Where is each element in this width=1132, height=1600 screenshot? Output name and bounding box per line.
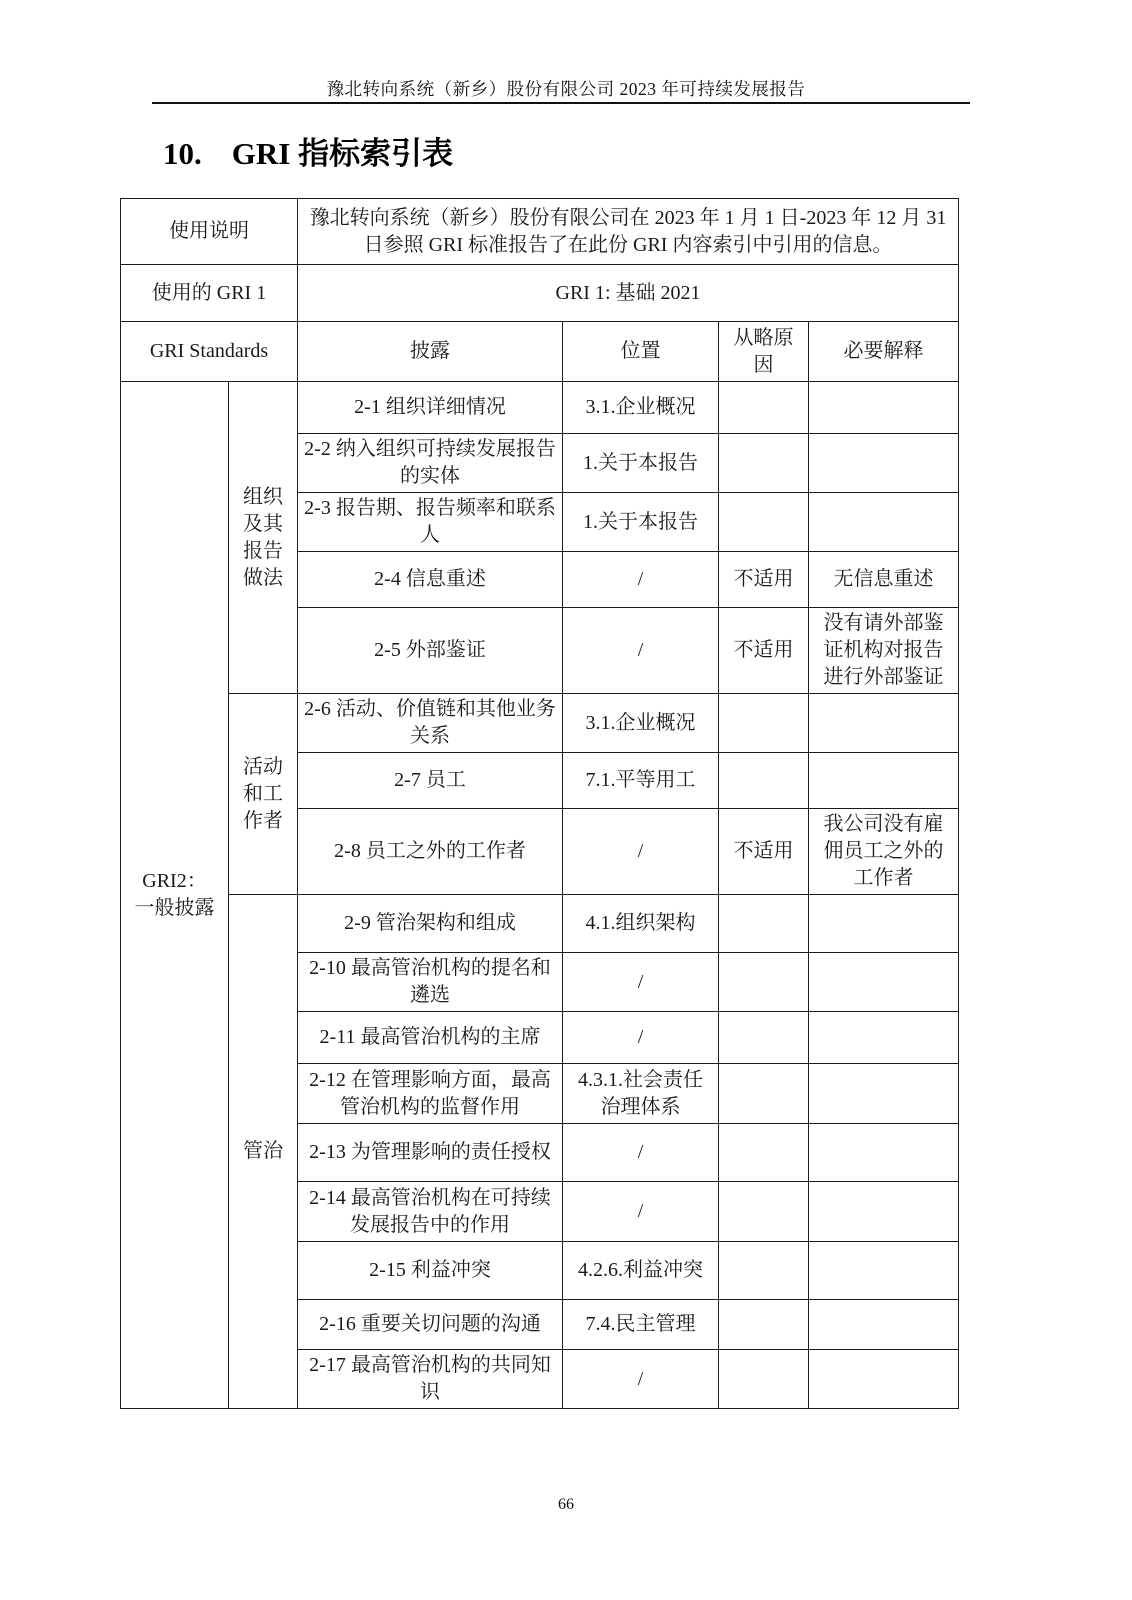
col-header-standards: GRI Standards xyxy=(121,322,298,382)
disclosure-cell: 2-2 纳入组织可持续发展报告的实体 xyxy=(298,434,563,493)
disclosure-cell: 2-16 重要关切问题的沟通 xyxy=(298,1300,563,1350)
omission-cell: 不适用 xyxy=(719,809,809,895)
section-number: 10. xyxy=(163,136,202,171)
disclosure-cell: 2-1 组织详细情况 xyxy=(298,382,563,434)
explanation-cell xyxy=(809,1012,959,1064)
explanation-cell xyxy=(809,953,959,1012)
omission-cell: 不适用 xyxy=(719,552,809,608)
col-header-omission xyxy=(719,322,809,382)
disclosure-cell: 2-13 为管理影响的责任授权 xyxy=(298,1124,563,1182)
omission-cell xyxy=(719,895,809,953)
omission-cell xyxy=(719,382,809,434)
group-label-cell xyxy=(121,382,229,1409)
omission-cell xyxy=(719,434,809,493)
omission-cell xyxy=(719,1242,809,1300)
section-label-cell xyxy=(229,895,298,1409)
explanation-cell xyxy=(809,694,959,753)
location-cell: 1.关于本报告 xyxy=(563,493,719,552)
disclosure-cell: 2-4 信息重述 xyxy=(298,552,563,608)
location-cell: 4.2.6.利益冲突 xyxy=(563,1242,719,1300)
location-cell: 4.1.组织架构 xyxy=(563,895,719,953)
explanation-cell xyxy=(809,1064,959,1124)
disclosure-cell: 2-15 利益冲突 xyxy=(298,1242,563,1300)
page-number: 66 xyxy=(558,1496,574,1513)
usage-note-row xyxy=(121,199,959,265)
omission-cell xyxy=(719,694,809,753)
disclosure-cell: 2-10 最高管治机构的提名和遴选 xyxy=(298,953,563,1012)
omission-cell xyxy=(719,753,809,809)
col-header-location: 位置 xyxy=(563,322,719,382)
col-header-omission-text: 从略原因 xyxy=(733,326,794,376)
explanation-cell xyxy=(809,493,959,552)
location-cell: 4.3.1.社会责任治理体系 xyxy=(563,1064,719,1124)
omission-cell xyxy=(719,1350,809,1409)
location-cell: 7.4.民主管理 xyxy=(563,1300,719,1350)
disclosure-cell: 2-9 管治架构和组成 xyxy=(298,895,563,953)
table-row xyxy=(121,382,959,434)
usage-note-label-cell: 使用说明 xyxy=(121,199,298,265)
header-divider xyxy=(152,102,970,104)
table-row xyxy=(121,895,959,953)
section-label-cell xyxy=(229,694,298,895)
explanation-cell xyxy=(809,1124,959,1182)
report-header-title: 豫北转向系统（新乡）股份有限公司 2023 年可持续发展报告 xyxy=(326,79,806,99)
explanation-cell: 我公司没有雇佣员工之外的工作者 xyxy=(809,809,959,895)
explanation-cell xyxy=(809,434,959,493)
explanation-cell xyxy=(809,1242,959,1300)
omission-cell xyxy=(719,953,809,1012)
location-cell: / xyxy=(563,1182,719,1242)
location-cell: / xyxy=(563,953,719,1012)
disclosure-cell: 2-6 活动、价值链和其他业务关系 xyxy=(298,694,563,753)
usage-note-text-cell: 豫北转向系统（新乡）股份有限公司在 2023 年 1 月 1 日-2023 年 12 月 31 日参照 GRI 标准报告了在此份 GRI 内容索引中引用的信息。 xyxy=(298,199,959,265)
explanation-cell: 无信息重述 xyxy=(809,552,959,608)
col-header-disclosure: 披露 xyxy=(298,322,563,382)
section-label-cell xyxy=(229,382,298,694)
explanation-cell xyxy=(809,895,959,953)
col-header-explanation: 必要解释 xyxy=(809,322,959,382)
location-cell: / xyxy=(563,608,719,694)
omission-cell xyxy=(719,1064,809,1124)
explanation-cell xyxy=(809,753,959,809)
explanation-cell xyxy=(809,1350,959,1409)
location-cell: 3.1.企业概况 xyxy=(563,694,719,753)
disclosure-cell: 2-11 最高管治机构的主席 xyxy=(298,1012,563,1064)
location-cell: 1.关于本报告 xyxy=(563,434,719,493)
omission-cell xyxy=(719,493,809,552)
disclosure-cell: 2-14 最高管治机构在可持续发展报告中的作用 xyxy=(298,1182,563,1242)
location-cell: / xyxy=(563,1124,719,1182)
omission-cell xyxy=(719,1300,809,1350)
omission-cell: 不适用 xyxy=(719,608,809,694)
disclosure-cell: 2-17 最高管治机构的共同知识 xyxy=(298,1350,563,1409)
section-label-text: 活动和工作者 xyxy=(243,755,283,832)
disclosure-cell: 2-7 员工 xyxy=(298,753,563,809)
explanation-cell xyxy=(809,382,959,434)
disclosure-cell: 2-12 在管理影响方面，最高管治机构的监督作用 xyxy=(298,1064,563,1124)
column-header-row xyxy=(121,322,959,382)
location-cell: 3.1.企业概况 xyxy=(563,382,719,434)
omission-cell xyxy=(719,1182,809,1242)
disclosure-cell: 2-5 外部鉴证 xyxy=(298,608,563,694)
location-cell: / xyxy=(563,1350,719,1409)
section-label-text: 管治 xyxy=(243,1140,283,1162)
explanation-cell: 没有请外部鉴证机构对报告进行外部鉴证 xyxy=(809,608,959,694)
section-label-text: 组织及其报告做法 xyxy=(243,485,283,589)
omission-cell xyxy=(719,1012,809,1064)
explanation-cell xyxy=(809,1300,959,1350)
gri-index-table xyxy=(120,198,959,1409)
disclosure-cell: 2-8 员工之外的工作者 xyxy=(298,809,563,895)
omission-cell xyxy=(719,1124,809,1182)
table-row xyxy=(121,694,959,753)
location-cell: / xyxy=(563,1012,719,1064)
location-cell: / xyxy=(563,552,719,608)
gri1-row xyxy=(121,265,959,322)
gri1-text-cell: GRI 1: 基础 2021 xyxy=(298,265,959,322)
disclosure-cell: 2-3 报告期、报告频率和联系人 xyxy=(298,493,563,552)
location-cell: / xyxy=(563,809,719,895)
page-title xyxy=(163,128,453,173)
section-title-text: GRI 指标索引表 xyxy=(231,136,454,171)
gri1-label-cell: 使用的 GRI 1 xyxy=(121,265,298,322)
explanation-cell xyxy=(809,1182,959,1242)
group-label-text: GRI2：一般披露 xyxy=(134,870,215,919)
location-cell: 7.1.平等用工 xyxy=(563,753,719,809)
